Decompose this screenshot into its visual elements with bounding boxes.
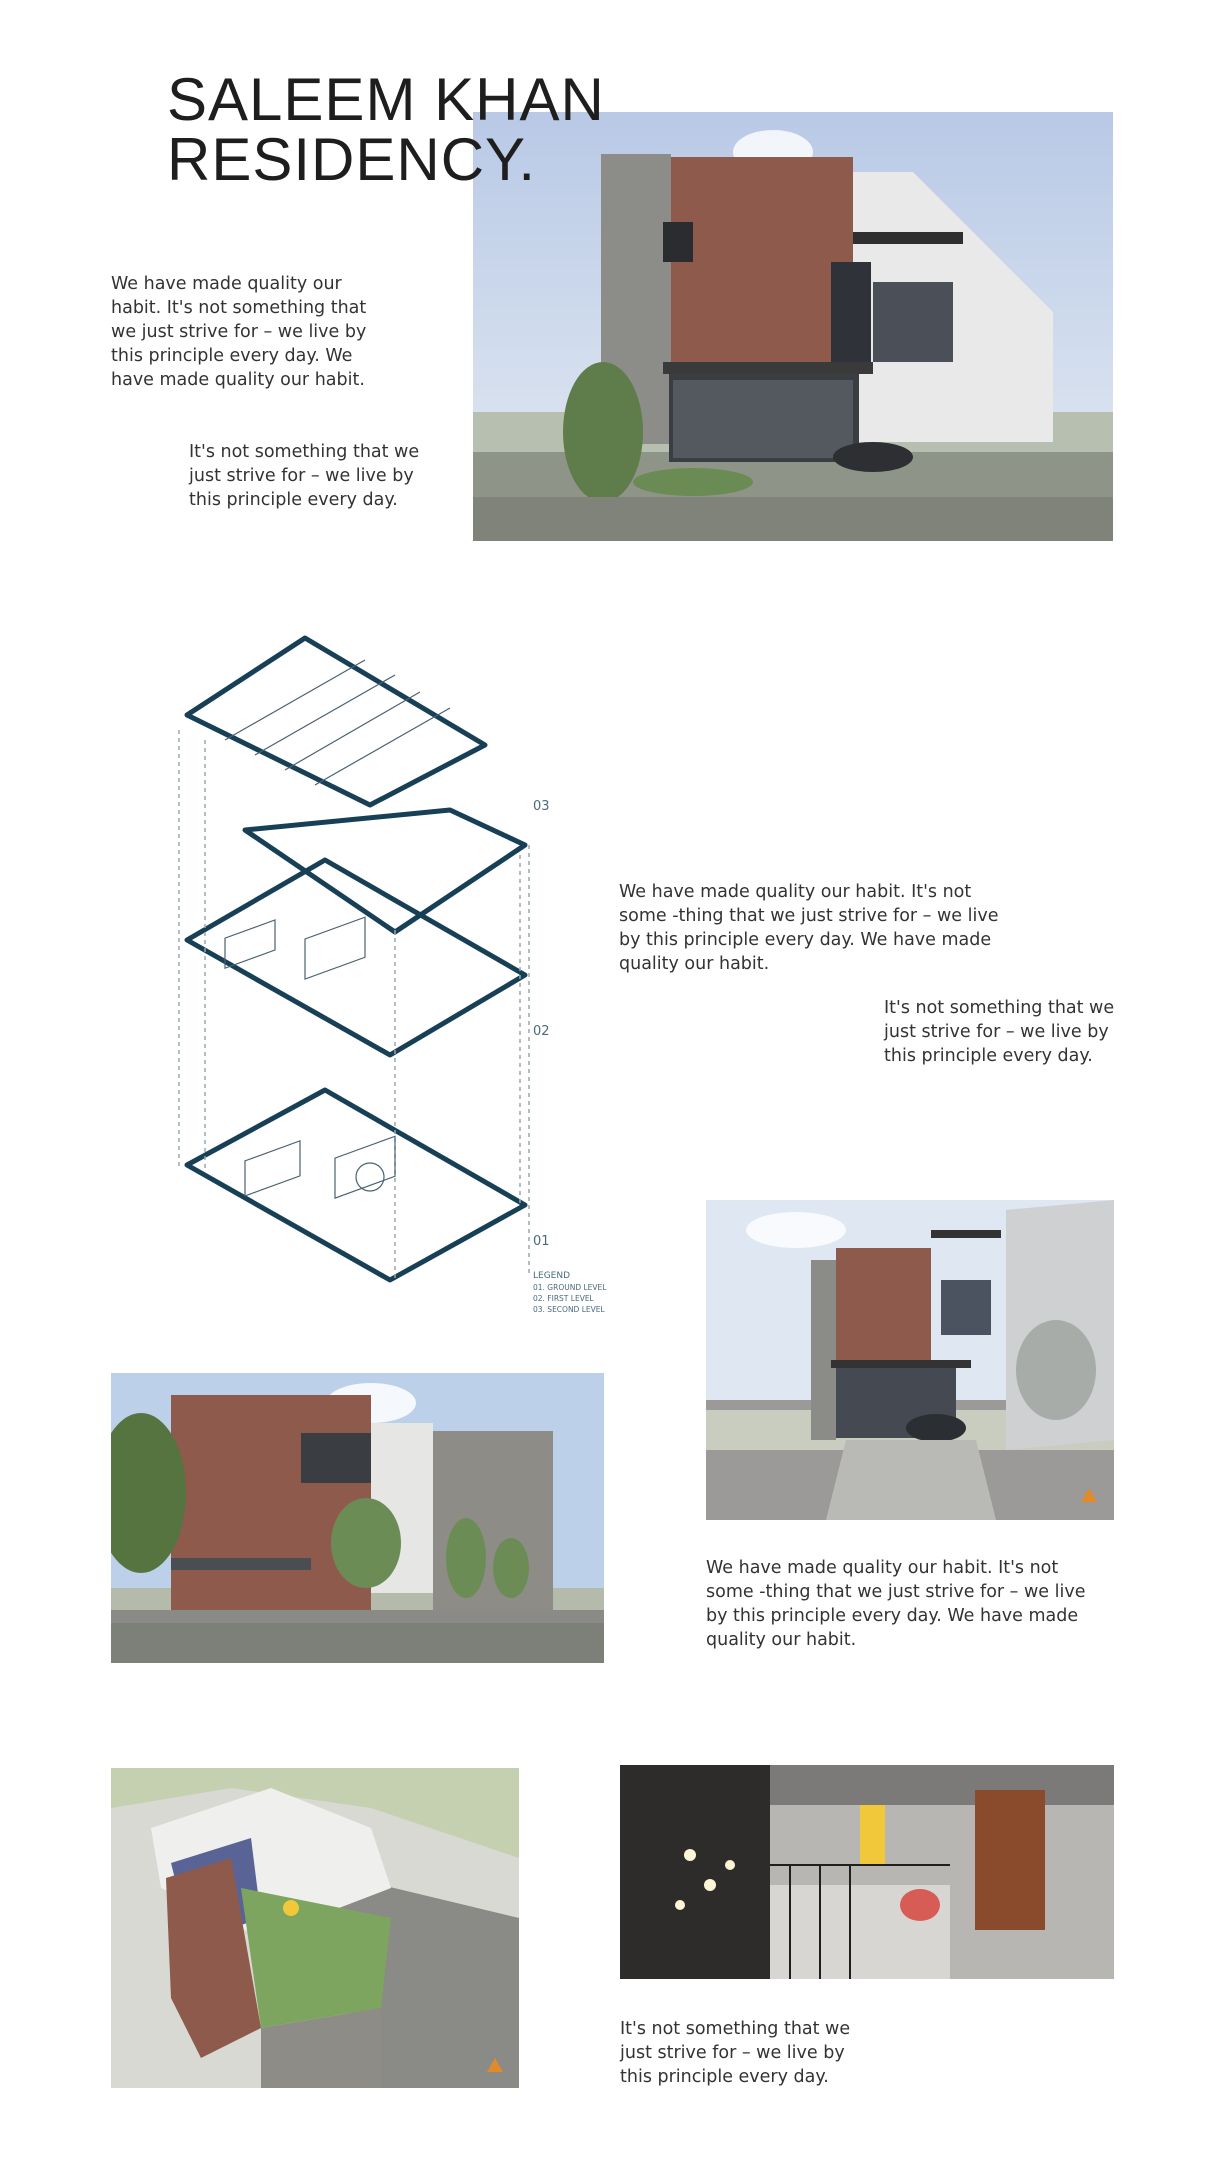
aerial-render-image xyxy=(111,1768,519,2088)
interior-description-paragraph: It's not something that we just strive for – we live by this principle every day. xyxy=(620,2019,851,2087)
level-label-01: 01 xyxy=(533,1234,550,1249)
render-description-paragraph: We have made quality our habit. It's not some -thing that we just strive for – we live by this principle every day. We have made quality our habit. xyxy=(706,1558,1086,1650)
title-line-2: RESIDENCY. xyxy=(167,126,537,193)
legend-item-ground: 01. GROUND LEVEL xyxy=(533,1283,607,1292)
intro-paragraph: We have made quality our habit. It's not something that we just strive for – we live by this principle every day. We have made quality our habit. xyxy=(111,274,367,390)
axonometric-plan-drawing xyxy=(165,630,620,1315)
level-label-03: 03 xyxy=(533,799,550,814)
level-label-02: 02 xyxy=(533,1024,550,1039)
plan-description-paragraph: We have made quality our habit. It's not some -thing that we just strive for – we live by this principle every day. We have made quality our habit. xyxy=(619,882,999,974)
front-angled-render-image xyxy=(706,1200,1114,1520)
title-line-1: SALEEM KHAN xyxy=(167,66,605,133)
intro-paragraph-2: It's not something that we just strive for – we live by this principle every day. xyxy=(189,442,420,510)
interior-render-image xyxy=(620,1765,1114,1979)
side-elevation-render-image xyxy=(111,1373,604,1663)
legend-item-first: 02. FIRST LEVEL xyxy=(533,1294,594,1303)
legend-title: LEGEND xyxy=(533,1271,571,1281)
plan-description-paragraph-2: It's not something that we just strive for – we live by this principle every day. xyxy=(884,998,1115,1066)
page-title xyxy=(167,66,605,193)
legend-item-second: 03. SECOND LEVEL xyxy=(533,1305,605,1314)
